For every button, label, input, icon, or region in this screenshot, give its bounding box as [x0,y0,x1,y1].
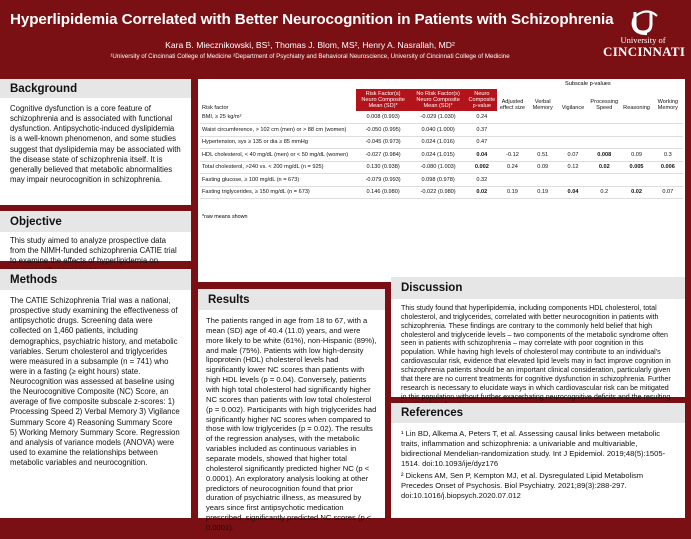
methods-heading: Methods [0,269,191,290]
cell [653,174,683,187]
col-reasoning: Reasoning [623,105,650,111]
table-row [200,149,683,162]
cell: -0.029 (1.030) [410,111,466,124]
results-text: The patients ranged in age from 18 to 67, with a mean (SD) age of 40.4 (11.0) years, and were more likely to be white (61%), non-Hispanic (89%), and male (75%). Patients with low high-density lipoprotein (HDL) cholesterol levels had significantly lower NC scores than patients with high HDL levels (p = 0.04). Conversely, patients with high total cholesterol had significantly higher NC scores than patients with low total cholesterol (p = 0.002). Participants with high triglycerides had significantly higher NC scores when compared to those with low triglycerides (p = 0.02). The results of the regression analyses, with the metabolic variables included as continuous variables in separate models, showed that higher total cholesterol significantly predicted higher NC (p < 0.0001). An exploratory analysis looking at other predictors of neurocognition found that prior duration of psychiatric illness, as measured by years since first antipsychotic medication prescribed, significantly predicted NC scores (p < 0.0001). [206,316,377,533]
uc-logo-icon [603,10,683,36]
cell: 0.32 [466,174,497,187]
cell [528,124,558,137]
discussion-text: This study found that hyperlipidemia, including components HDL cholesterol, total cholesterol, and triglycerides, correlated with better neurocognition in patients with schizophrenia. These findings are contrary to the commonly held belief that high cholesterol and triglyceride levels – two components of the metabolic syndrome often seen in patients with schizophrenia – may correlate with poor cognition in this population. While having high levels of cholesterol may contribute to an individual's cardiovascular risk, evidence that elevated lipid levels may in fact improve cognition in schizophrenia patients should be an important clinical consideration, particularly given that there are no current treatments for cognitive dysfunction in schizophrenia. Further research is necessary to elucidate ways in which cardiovascular risk can be mitigated in this population without further exacerbating neurocognitive deficits and the resulting [401,304,671,401]
col-nc-pvalue: Neuro Composite p-value [466,89,497,111]
cell [558,111,588,124]
cell: 0.24 [466,111,497,124]
cell: Waist circumference, > 102 cm (men) or > 88 cm (women) [200,124,356,137]
cell: 0.008 (0.993) [356,111,409,124]
cell: 0.02 [588,161,620,174]
col-working-memory: Working Memory [657,99,679,111]
table-row [200,174,683,187]
table-row [200,186,683,199]
cell [528,174,558,187]
cell: 0.146 (0.980) [356,186,409,199]
cell: Fasting glucose, ≥ 100 mg/dL (n = 673) [200,174,356,187]
cell [497,124,527,137]
cell: 0.006 [653,161,683,174]
logo-text-top: University of [620,35,666,45]
cell: 0.07 [653,186,683,199]
subscale-pvalues-heading: Subscale p-values [565,81,611,87]
table-row [200,161,683,174]
cell: 0.04 [466,149,497,162]
cell [497,111,527,124]
references-list [391,423,685,510]
reference-item: ² Dickens AM, Sen P, Kempton MJ, et al. Dysregulated Lipid Metabolism Precedes Onset of Psychosis. Biol Psychiatry. 2021;89(3):288-297. doi:10.1016/j.biopsych.2020.07.012 [401,471,644,501]
poster-title: Hyperlipidemia Correlated with Better Neurocognition in Patients with Schizophrenia [10,11,614,28]
cell: 0.37 [466,124,497,137]
cell: BMI, ≥ 25 kg/m² [200,111,356,124]
col-norisk-mean: No Risk Factor(s) Neuro Composite Mean (SD)* [410,89,466,111]
objective-panel [0,211,191,266]
cell: 0.130 (0.938) [356,161,409,174]
cell: 0.02 [620,186,652,199]
cell: -0.022 (0.980) [410,186,466,199]
cell: 0.47 [466,136,497,149]
cell [653,136,683,149]
cell: 0.24 [497,161,527,174]
cell: 0.19 [528,186,558,199]
background-panel [0,79,191,205]
cell [528,136,558,149]
objective-text: This study aimed to analyze prospective data from the NIMH-funded schizophrenia CATIE trial to examine the effects of hyperlipidemia on [10,236,177,266]
cell [558,124,588,137]
table-row [200,136,683,149]
table-row [200,124,683,137]
cell: -0.045 (0.973) [356,136,409,149]
cell [653,111,683,124]
results-panel [198,289,385,533]
cell: 0.12 [558,161,588,174]
cell [620,111,652,124]
poster-header [0,0,691,66]
cell: 0.19 [497,186,527,199]
results-table-panel [198,79,685,282]
cell: 0.2 [588,186,620,199]
cell [558,136,588,149]
col-processing-speed: Processing Speed [590,99,619,111]
cell: 0.098 (0.978) [410,174,466,187]
results-heading: Results [198,289,385,310]
cell: HDL cholesterol, < 40 mg/dL (men) or < 50 mg/dL (women) [200,149,356,162]
cell [588,111,620,124]
cell [620,136,652,149]
col-risk-mean: Risk Factor(s) Neuro Composite Mean (SD)* [356,89,409,111]
discussion-heading: Discussion [391,277,685,299]
logo-text-bottom: CINCINNATI [603,44,686,59]
table-header-row [200,89,683,111]
cell: 0.04 [558,186,588,199]
col-effect-size: Adjusted effect size [499,99,525,111]
background-text: Cognitive dysfunction is a core feature of schizophrenia and is associated with functional dysfunction. Antipsychotic-induced dyslipidemia is a well-known phenomenon, and some studies suggest that dyslipidemia may be associated with the disease state of schizophrenia itself. It is generally believed that metabolic abnormalities may impair neurocognition in schizophrenia. [10,104,181,184]
references-heading: References [391,403,685,423]
cell: -0.027 (0.984) [356,149,409,162]
cell [588,136,620,149]
cell [620,124,652,137]
cell: 0.09 [620,149,652,162]
reference-item: ¹ Lin BD, Alkema A, Peters T, et al. Assessing causal links between metabolic traits, inflammation and schizophrenia: a univariable and multivariable, bidirectional Mendelian-randomization study. Int J Epidemiol. 2019;48(5):1505-1514. doi:10.1093/ije/dyz176 [401,429,666,468]
cell: Fasting triglycerides, ≥ 150 mg/dL (n = 673) [200,186,356,199]
cell: 0.07 [558,149,588,162]
table-footnote: *raw means shown [202,214,248,220]
cell: -0.12 [497,149,527,162]
cell: -0.079 (0.993) [356,174,409,187]
cell: Total cholesterol, >240 vs. < 200 mg/dL (n = 925) [200,161,356,174]
col-risk-factor: Risk factor [202,105,229,111]
objective-heading: Objective [0,211,191,232]
cell [588,174,620,187]
cell: 0.040 (1.000) [410,124,466,137]
cell: 0.024 (1.016) [410,136,466,149]
cell [497,136,527,149]
table-row [200,111,683,124]
cell: Hypertension, sys ≥ 135 or dia ≥ 85 mmHg [200,136,356,149]
cell: -0.050 (0.995) [356,124,409,137]
university-logo [603,10,686,60]
cell: 0.02 [466,186,497,199]
cell: 0.3 [653,149,683,162]
cell [653,124,683,137]
col-vigilance: Vigilance [561,105,585,111]
cell [588,124,620,137]
cell [558,174,588,187]
cell: -0.080 (1.003) [410,161,466,174]
poster-authors: Kara B. Miecznikowski, BS¹, Thomas J. Blom, MS², Henry A. Nasrallah, MD² [165,40,455,50]
cell: 0.005 [620,161,652,174]
poster-affiliations: ¹University of Cincinnati College of Medicine ²Department of Psychiatry and Behavioral Neuroscience, University of Cincinnati College of Medicine [110,53,510,60]
col-verbal-memory: Verbal Memory [532,99,553,111]
background-heading: Background [0,79,191,98]
cell [620,174,652,187]
cell: 0.008 [588,149,620,162]
cell: 0.09 [528,161,558,174]
cell: 0.024 (1.015) [410,149,466,162]
discussion-panel [391,277,685,401]
cell [528,111,558,124]
cell: 0.002 [466,161,497,174]
references-panel [391,403,685,518]
cell [497,174,527,187]
methods-panel [0,269,191,518]
risk-factor-table [200,89,683,199]
methods-text: The CATIE Schizophrenia Trial was a national, prospective study examining the effectiveness of antipsychotic drugs. Screening data were collected on 1,460 patients, including demographics, psychiatric history, and metabolic variables. Serum cholesterol and triglycerides were measured in a subsample (n = 741) who were in a fasting (≥ eight hours) state. Neurocognition was assessed at baseline using the Neurocognitive Composite (NC) Score, an average of five composite subscale z-scores: 1) Processing Speed 2) Verbal Memory 3) Vigilance Summary Score 4) Reasoning Summary Score 5) Working Memory Summary Score. Regression and analysis of variance models (ANOVA) were used to examine the relationships between metabolic variables and neurocognition. [10,296,180,467]
cell: 0.51 [528,149,558,162]
